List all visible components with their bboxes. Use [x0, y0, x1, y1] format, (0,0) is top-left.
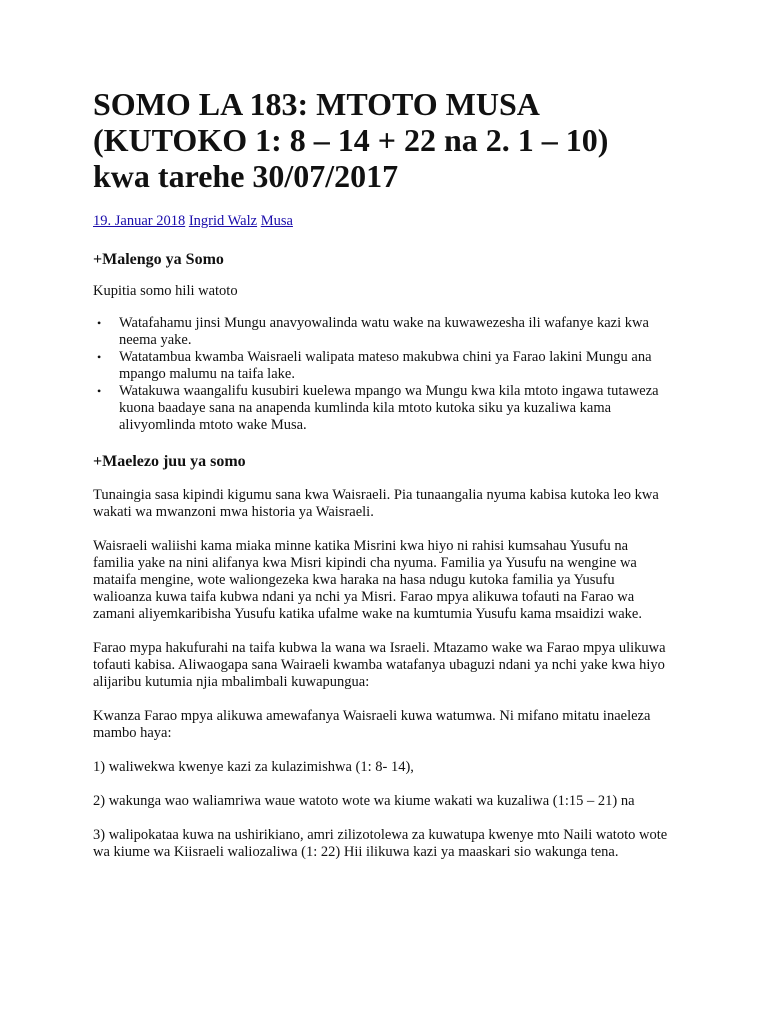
paragraph: Waisraeli waliishi kama miaka minne katika Misrini kwa hiyo ni rahisi kumsahau Yusufu na familia yake na nini alifanya kwa Misri kipindi cha nyuma. Familia ya Yusufu na wengine wa mataifa mengine, wote waliongezeka kwa haraka na hasa ndugu kutoka familia ya Yusufu walioanza kuwa taifa kubwa ndani ya nchi ya Misri. Farao mpya alikuwa tofauti na Farao wa zamani aliyemkaribisha Yusufu katika ufalme wake na kumtumia Yusufu kama msaidizi wake. [93, 538, 642, 622]
paragraph: Farao mypa hakufurahi na taifa kubwa la wana wa Israeli. Mtazamo wake wa Farao mpya ulikuwa tofauti kabisa. Aliwaogapa sana Wairaeli kwamba watafanya ubaguzi ndani ya nchi yake kwa hiyo alijaribu kutumia njia mbalimbali kuwapungua: [93, 640, 666, 690]
post-author-link[interactable]: Ingrid Walz [188, 213, 258, 229]
bullet-icon: • [97, 316, 102, 330]
post-category-link[interactable]: Musa [260, 213, 293, 229]
list-item [97, 315, 668, 349]
list-item [97, 383, 668, 434]
list-item-text: Watakuwa waangalifu kusubiri kuelewa mpango wa Mungu kwa kila mtoto ingawa tutaweza kuona baadaye sana na anapenda kumlinda kila mtoto kutoka siku ya kuzaliwa kama alivyomlinda mtoto wake Musa. [119, 383, 659, 433]
list-item-text: Watatambua kwamba Waisraeli walipata mateso makubwa chini ya Farao lakini Mungu ana mpango malumu na taifa lake. [119, 349, 652, 382]
bullet-icon: • [97, 350, 102, 364]
post-date-link[interactable]: 19. Januar 2018 [93, 213, 186, 229]
paragraph: Kwanza Farao mpya alikuwa amewafanya Waisraeli kuwa watumwa. Ni mifano mitatu inaeleza mambo haya: [93, 708, 651, 741]
bullet-icon: • [97, 384, 102, 398]
page-title: SOMO LA 183: MTOTO MUSA (KUTOKO 1: 8 – 14 + 22 na 2. 1 – 10) kwa tarehe 30/07/2017 [93, 86, 609, 194]
paragraph: Tunaingia sasa kipindi kigumu sana kwa Waisraeli. Pia tunaangalia nyuma kabisa kutoka leo kwa wakati wa mwanzoni mwa historia ya Waisraeli. [93, 487, 659, 520]
list-item [97, 349, 668, 383]
paragraph: 2) wakunga wao waliamriwa waue watoto wote wa kiume wakati wa kuzaliwa (1:15 – 21) na [93, 793, 635, 809]
post-meta [93, 212, 668, 230]
paragraph: 3) walipokataa kuwa na ushirikiano, amri zilizotolewa za kuwatupa kwenye mto Naili watoto wote wa kiume wa Kiisraeli waliozaliwa (1: 22) Hii ilikuwa kazi ya maaskari sio wakunga tena. [93, 827, 668, 860]
paragraph: 1) waliwekwa kwenye kazi za kulazimishwa (1: 8- 14), [93, 759, 414, 775]
goals-intro: Kupitia somo hili watoto [93, 283, 238, 299]
section-heading-description: +Maelezo juu ya somo [93, 453, 246, 470]
section-heading-goals: +Malengo ya Somo [93, 251, 224, 268]
goals-list [93, 315, 668, 434]
list-item-text: Watafahamu jinsi Mungu anavyowalinda watu wake na kuwawezesha ili wafanye kazi kwa neema yake. [119, 315, 649, 348]
